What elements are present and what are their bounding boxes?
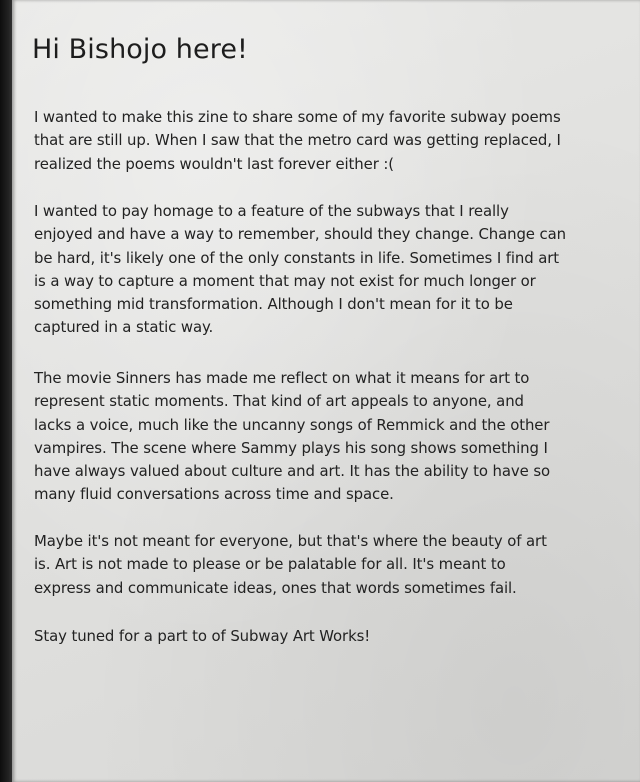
zine-page	[12, 0, 640, 782]
text-line: realized the poems wouldn't last forever either :(	[34, 154, 394, 173]
text-line: Stay tuned for a part to of Subway Art Works!	[34, 627, 371, 645]
text-line: enjoyed and have a way to remember, should they change. Change can	[34, 225, 566, 244]
paragraph-intro	[34, 106, 636, 176]
text-line: I wanted to pay homage to a feature of the subways that I really	[34, 202, 509, 220]
text-line: that are still up. When I saw that the metro card was getting replaced, I	[34, 131, 561, 150]
paragraph-stay-tuned	[34, 625, 636, 648]
text-line: something mid transformation. Although I don't mean for it to be	[34, 295, 513, 314]
paragraph-beauty	[34, 530, 636, 600]
text-line: have always valued about culture and art. It has the ability to have so	[34, 462, 550, 481]
text-line: vampires. The scene where Sammy plays his song shows something I	[34, 438, 548, 457]
text-line: captured in a static way.	[34, 318, 214, 337]
text-line: represent static moments. That kind of art appeals to anyone, and	[34, 392, 524, 411]
text-line: Maybe it's not meant for everyone, but that's where the beauty of art	[34, 532, 547, 550]
text-line: The movie Sinners has made me reflect on what it means for art to	[34, 369, 530, 387]
text-line: be hard, it's likely one of the only constants in life. Sometimes I find art	[34, 248, 560, 267]
paragraph-sinners	[34, 367, 636, 507]
text-line: lacks a voice, much like the uncanny songs of Remmick and the other	[34, 415, 550, 434]
text-line: is. Art is not made to please or be palatable for all. It's meant to	[34, 555, 506, 574]
text-line: I wanted to make this zine to share some of my favorite subway poems	[34, 108, 561, 126]
paragraph-homage	[34, 200, 636, 340]
text-line: is a way to capture a moment that may not exist for much longer or	[34, 271, 536, 290]
text-line: express and communicate ideas, ones that words sometimes fail.	[34, 578, 517, 597]
page-title: Hi Bishojo here!	[32, 34, 248, 65]
text-line: many fluid conversations across time and space.	[34, 485, 394, 504]
